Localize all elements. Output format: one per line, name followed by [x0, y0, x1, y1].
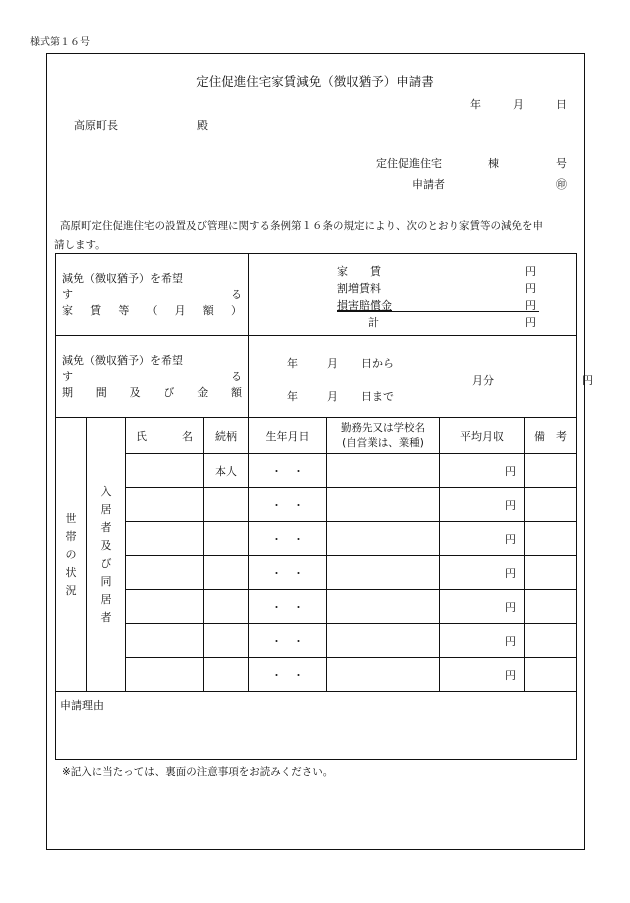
header-name-char: 氏: [136, 429, 147, 443]
member-remarks-field[interactable]: [525, 624, 577, 658]
member-name-field[interactable]: [126, 454, 204, 488]
member-birthdate-field[interactable]: ・ ・: [249, 590, 327, 624]
member-birthdate-field[interactable]: ・ ・: [249, 556, 327, 590]
member-birthdate-field[interactable]: ・ ・: [249, 658, 327, 692]
household-inner-char: 居: [100, 502, 112, 516]
intro-text-line1: 高原町定住促進住宅の設置及び管理に関する条例第１６条の規定により、次のとおり家賃等の減免を申: [60, 220, 543, 232]
application-table: [55, 253, 593, 760]
total-item-name: 計: [368, 315, 379, 329]
date-year-field[interactable]: 年: [470, 98, 481, 111]
period-label-char: 額: [230, 385, 242, 399]
member-name-field[interactable]: [126, 624, 204, 658]
household-outer-char: 状: [65, 565, 77, 579]
member-birthdate-field[interactable]: ・ ・: [249, 624, 327, 658]
form-title: 定住促進住宅家賃減免（徴収猶予）申請書: [196, 74, 434, 89]
header-remarks: [525, 418, 577, 454]
period-yen-unit: 円: [582, 373, 593, 387]
rent-label-char: 等: [118, 303, 130, 317]
rent-label-char: 賃: [90, 303, 102, 317]
household-inner-char: び: [100, 556, 112, 570]
member-workplace-field[interactable]: [327, 658, 440, 692]
period-label-char: 期: [62, 385, 73, 399]
household-inner-char: 入: [100, 484, 112, 498]
period-from-month: 月: [327, 356, 338, 370]
intro-text-line2: 請します。: [54, 239, 106, 251]
period-from-day: 日から: [361, 356, 394, 370]
header-remarks-char: 考: [556, 429, 567, 443]
total-item-unit: 円: [525, 315, 536, 329]
member-income-field[interactable]: 円: [440, 624, 525, 658]
household-outer-char: 世: [65, 511, 77, 525]
damages-item-name: 損害賠償金: [337, 298, 392, 312]
table-row: [56, 454, 577, 488]
period-label-char: 間: [95, 385, 107, 399]
surcharge-item-name: 割増賃料: [337, 281, 381, 295]
header-name-char: 名: [182, 429, 193, 443]
rent-label-line2a: す: [62, 287, 73, 301]
household-inner-char: 者: [100, 520, 112, 534]
rent-amount-cell[interactable]: [249, 254, 577, 336]
rent-section-label-cell: [56, 254, 249, 336]
member-income-field[interactable]: 円: [440, 522, 525, 556]
period-label-char: 及: [129, 385, 141, 399]
household-outer-char: の: [65, 547, 77, 561]
member-income-field[interactable]: 円: [440, 556, 525, 590]
household-inner-label-cell: [87, 418, 126, 692]
period-label-char: び: [163, 385, 175, 399]
member-relation-field[interactable]: [204, 658, 249, 692]
period-to-month: 月: [327, 389, 338, 403]
household-inner-char: 同: [100, 574, 112, 588]
rent-label-line2b: る: [231, 287, 242, 301]
member-workplace-field[interactable]: [327, 624, 440, 658]
member-remarks-field[interactable]: [525, 658, 577, 692]
housing-label: 定住促進住宅: [376, 157, 442, 170]
member-name-field[interactable]: [126, 590, 204, 624]
period-section-label-cell: [56, 336, 249, 418]
member-workplace-field[interactable]: [327, 522, 440, 556]
rent-label-char: ）: [230, 303, 242, 317]
member-remarks-field[interactable]: [525, 454, 577, 488]
table-row: [56, 522, 577, 556]
period-label-line2b: る: [231, 369, 242, 383]
rent-label-char: 額: [202, 303, 214, 317]
household-header-row: [56, 418, 577, 454]
period-from-year: 年: [287, 356, 298, 370]
addressee-name: 高原町長: [74, 119, 118, 132]
header-name: [126, 418, 204, 454]
member-relation-field[interactable]: [204, 488, 249, 522]
header-remarks-char: 備: [534, 429, 545, 443]
rent-label-line1: 減免（徴収猶予）を希望: [62, 271, 183, 285]
rent-label-char: 家: [62, 303, 73, 317]
damages-item-unit: 円: [525, 298, 536, 312]
header-income: 平均月収: [440, 418, 525, 454]
member-birthdate-field[interactable]: ・ ・: [249, 522, 327, 556]
member-remarks-field[interactable]: [525, 488, 577, 522]
member-income-field[interactable]: 円: [440, 658, 525, 692]
sum-divider-line: [337, 311, 539, 312]
member-name-field[interactable]: [126, 522, 204, 556]
table-row: [56, 658, 577, 692]
table-row: [56, 556, 577, 590]
header-workplace: [327, 418, 440, 454]
household-inner-char: 居: [100, 592, 112, 606]
period-label-char: 金: [197, 385, 209, 399]
member-income-field[interactable]: 円: [440, 590, 525, 624]
reason-label: 申請理由: [60, 699, 104, 712]
period-amount-cell[interactable]: [249, 336, 593, 418]
household-outer-char: 帯: [65, 529, 77, 543]
member-name-field[interactable]: [126, 488, 204, 522]
rent-item-unit: 円: [525, 264, 536, 278]
header-workplace-line1: 勤務先又は学校名: [341, 421, 425, 434]
table-row: [56, 590, 577, 624]
reason-field[interactable]: [56, 692, 577, 760]
footnote-text: ※記入に当たっては、裏面の注意事項をお読みください。: [62, 766, 334, 778]
period-label-line1: 減免（徴収猶予）を希望: [62, 353, 183, 367]
household-inner-char: 者: [100, 610, 112, 624]
member-name-field[interactable]: [126, 658, 204, 692]
building-unit-field[interactable]: 棟: [488, 157, 499, 170]
member-relation-field[interactable]: [204, 522, 249, 556]
date-month-field[interactable]: 月: [513, 98, 524, 111]
applicant-label: 申請者: [412, 178, 445, 191]
period-to-day: 日まで: [361, 389, 394, 403]
member-relation-field[interactable]: [204, 556, 249, 590]
form-number-label: 様式第１６号: [30, 37, 90, 48]
surcharge-item-unit: 円: [525, 281, 536, 295]
rent-label-char: （: [146, 303, 158, 317]
seal-mark: ㊞: [556, 178, 567, 191]
member-birthdate-field[interactable]: ・ ・: [249, 488, 327, 522]
header-relation: 続柄: [204, 418, 249, 454]
member-income-field[interactable]: 円: [440, 454, 525, 488]
member-relation-field[interactable]: [204, 590, 249, 624]
member-workplace-field[interactable]: [327, 454, 440, 488]
member-relation-field[interactable]: 本人: [204, 454, 249, 488]
member-workplace-field[interactable]: [327, 590, 440, 624]
period-months-label: 月分: [472, 373, 494, 387]
addressee-honorific: 殿: [197, 119, 208, 132]
period-to-year: 年: [287, 389, 298, 403]
member-remarks-field[interactable]: [525, 556, 577, 590]
header-birthdate: 生年月日: [249, 418, 327, 454]
member-workplace-field[interactable]: [327, 556, 440, 590]
period-label-line2a: す: [62, 369, 73, 383]
rent-item-name: 家 賃: [337, 264, 381, 278]
household-outer-label-cell: [56, 418, 87, 692]
household-outer-char: 況: [65, 583, 77, 597]
table-row: [56, 624, 577, 658]
member-remarks-field[interactable]: [525, 590, 577, 624]
date-day-field[interactable]: 日: [556, 98, 567, 111]
member-income-field[interactable]: 円: [440, 488, 525, 522]
member-name-field[interactable]: [126, 556, 204, 590]
member-workplace-field[interactable]: [327, 488, 440, 522]
member-birthdate-field[interactable]: ・ ・: [249, 454, 327, 488]
rent-label-char: 月: [174, 303, 186, 317]
table-row: [56, 488, 577, 522]
header-workplace-line2: (自営業は、業種): [342, 436, 424, 449]
member-remarks-field[interactable]: [525, 522, 577, 556]
member-relation-field[interactable]: [204, 624, 249, 658]
household-inner-char: 及: [100, 538, 112, 552]
room-number-unit-field[interactable]: 号: [556, 157, 567, 170]
